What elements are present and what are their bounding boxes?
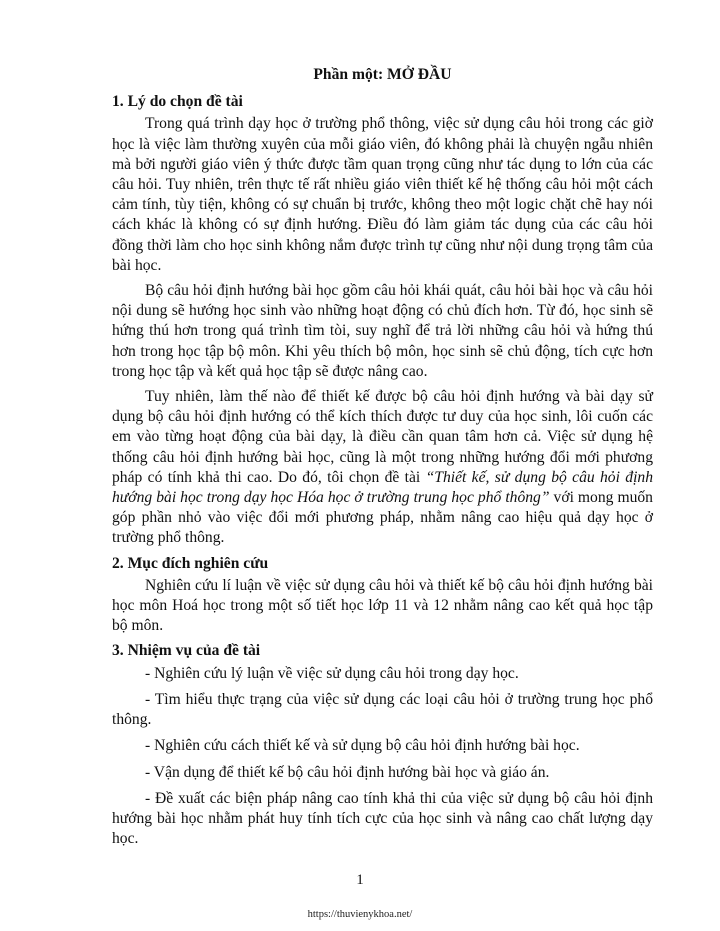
document-title: Phần một: MỞ ĐẦU (313, 66, 452, 83)
list-item: - Vận dụng để thiết kế bộ câu hỏi định hướng bài học và giáo án. (145, 763, 550, 781)
list-item: - Nghiên cứu cách thiết kế và sử dụng bộ câu hỏi định hướng bài học. (145, 737, 580, 755)
paragraph: Trong quá trình dạy học ở trường phổ thông, việc sử dụng câu hỏi trong các giờ học là việc làm thường xuyên của mỗi giáo viên, đó không phải là chuyện ngẫu nhiên mà bởi người giáo viên ý thức được tầm quan trọng cũng như tác dụng to lớn của các câu hỏi. Tuy nhiên, trên thực tế rất nhiều giáo viên thiết kế hệ thống câu hỏi một cách cảm tính, tùy tiện, không có sự chuẩn bị trước, không theo một logic chặt chẽ hay nói cách khác là không có sự định hướng. Điều đó làm giảm tác dụng của các câu hỏi đồng thời làm cho học sinh không nắm được trình tự cũng như nội dung trọng tâm của bài học. (112, 115, 653, 274)
page-number: 1 (356, 872, 364, 888)
paragraph-text: với mong muốn góp phần nhỏ vào việc đổi mới phương pháp, nhằm nâng cao hiệu quả dạy học ở trường phổ thông. (112, 489, 653, 547)
footer-url[interactable]: https://thuvienykhoa.net/ (307, 909, 413, 920)
section-heading-2: 2. Mục đích nghiên cứu (112, 554, 269, 572)
paragraph-text: Tuy nhiên, làm thế nào để thiết kế được bộ câu hỏi định hướng và bài dạy sử dụng bộ câu hỏi định hướng có thể kích thích được tư duy của học sinh, lôi cuốn các em vào từng hoạt động của bài dạy, là điều cần quan tâm hơn cả. Việc sử dụng hệ thống câu hỏi định hướng bài học, cũng là một trong những hướng đổi mới phương pháp có tính khả thi cao. Do đó, tôi chọn đề tài (112, 388, 653, 486)
paragraph: Bộ câu hỏi định hướng bài học gồm câu hỏi khái quát, câu hỏi bài học và câu hỏi nội dung sẽ hướng học sinh vào những hoạt động có chủ đích hơn. Từ đó, học sinh sẽ hứng thú hơn trong quá trình tìm tòi, suy nghĩ để trả lời những câu hỏi và hứng thú hơn trong học tập bộ môn. Khi yêu thích bộ môn, học sinh sẽ chủ động, tích cực hơn trong học tập và kết quả học tập sẽ được nâng cao. (112, 282, 653, 380)
topic-title-italic: “Thiết kế, sử dụng bộ câu hỏi định hướng bài học trong dạy học Hóa học ở trường trung học phổ thông” (112, 468, 654, 507)
list-item: - Tìm hiểu thực trạng của việc sử dụng các loại câu hỏi ở trường trung học phổ thông. (112, 690, 653, 729)
page-content (112, 65, 653, 855)
section-heading-1: 1. Lý do chọn đề tài (112, 93, 243, 111)
paragraph: Nghiên cứu lí luận về việc sử dụng câu hỏi và thiết kế bộ câu hỏi định hướng bài học môn Hoá học trong một số tiết học lớp 11 và 12 nhằm nâng cao kết quả học tập bộ môn. (112, 576, 653, 635)
list-item: - Nghiên cứu lý luận về việc sử dụng câu hỏi trong dạy học. (145, 664, 519, 682)
section-heading-3: 3. Nhiệm vụ của đề tài (112, 642, 261, 660)
paragraph-with-topic-title (112, 387, 653, 549)
list-item: - Đề xuất các biện pháp nâng cao tính khả thi của việc sử dụng bộ câu hỏi định hướng bài học nhằm phát huy tính tích cực của học sinh và nâng cao chất lượng dạy học. (112, 789, 653, 848)
